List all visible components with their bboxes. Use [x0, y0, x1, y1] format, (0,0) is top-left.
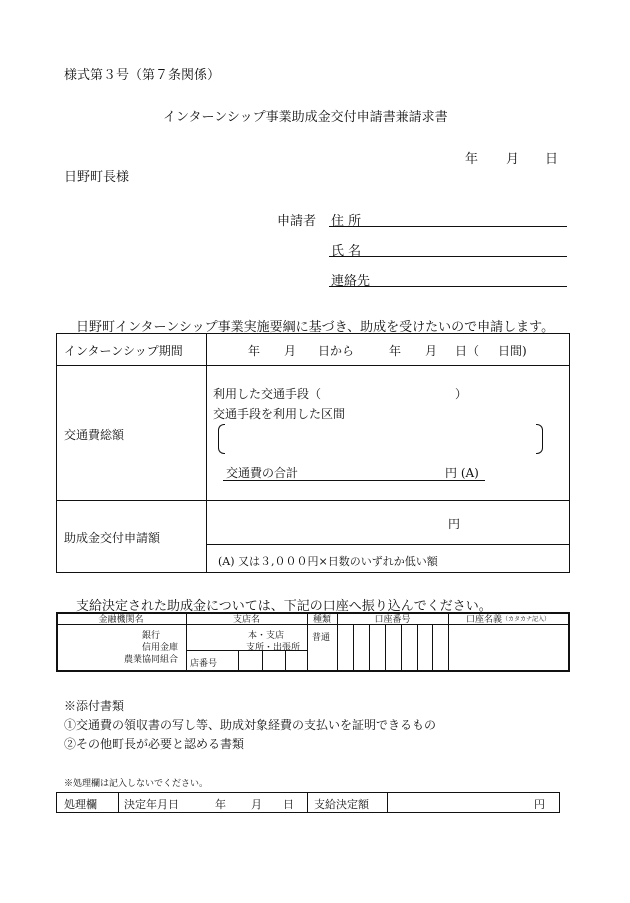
col-holder-label: 口座名義	[465, 615, 502, 625]
transport-total-label: 交通費の合計	[226, 466, 299, 480]
bracket-right-icon	[536, 424, 543, 454]
branch-number-divider	[285, 650, 286, 672]
col-type: 種類	[312, 615, 331, 625]
row-divider	[56, 500, 570, 501]
account-digit-divider	[401, 624, 402, 672]
inst-bank: 銀行	[142, 631, 161, 641]
page-title: インターンシップ事業助成金交付申請書兼請求書	[163, 110, 448, 125]
account-digit-divider	[369, 624, 370, 672]
processing-label: 処理欄	[64, 798, 97, 811]
row-divider	[206, 544, 570, 545]
processing-note: ※処理欄は記入しないでください。	[64, 779, 209, 789]
col-institution: 金融機関名	[98, 615, 144, 625]
col-account: 口座番号	[374, 615, 411, 625]
date-day: 日	[545, 152, 559, 167]
account-digit-divider	[353, 624, 354, 672]
row-divider	[56, 365, 570, 366]
attachment-item-2: ②その他町長が必要と認める書類	[64, 737, 245, 751]
form-number: 様式第３号（第７条関係）	[64, 68, 221, 83]
period-month-2: 月	[425, 344, 438, 358]
period-year-1: 年	[248, 344, 261, 358]
decision-year: 年	[215, 798, 226, 811]
branch-number-divider	[262, 650, 263, 672]
intro-text: 日野町インターンシップ事業実施要綱に基づき、助成を受けたいので申請します。	[76, 320, 555, 335]
period-year-2: 年	[389, 344, 402, 358]
decision-date-label: 決定年月日	[124, 798, 179, 811]
period-days: 日間)	[498, 344, 527, 358]
transport-total-field[interactable]	[223, 480, 485, 481]
applicant-label: 申請者	[277, 214, 317, 229]
attachments-heading: ※添付書類	[64, 699, 125, 713]
transport-means-close: ）	[455, 387, 468, 401]
date-year: 年	[465, 152, 479, 167]
grant-unit: 円	[448, 517, 461, 531]
name-label: 氏 名	[331, 244, 362, 259]
table-divider	[206, 333, 207, 573]
bracket-left-icon	[218, 424, 225, 454]
amount-unit: 円	[534, 798, 545, 811]
address-field[interactable]	[329, 226, 567, 227]
transport-means: 利用した交通手段（	[213, 387, 322, 401]
contact-label: 連絡先	[331, 274, 371, 289]
account-digit-divider	[385, 624, 386, 672]
processing-divider	[387, 792, 388, 813]
attachment-item-1: ①交通費の領収書の写し等、助成対象経費の支払いを証明できるもの	[64, 718, 437, 732]
period-day-1: 日から	[318, 344, 355, 358]
account-digit-divider	[417, 624, 418, 672]
account-type: 普通	[312, 633, 331, 643]
processing-divider	[118, 792, 119, 813]
inst-shinkin: 信用金庫	[142, 643, 179, 653]
contact-field[interactable]	[329, 286, 567, 287]
branch-number-divider	[238, 650, 239, 672]
transport-section: 交通手段を利用した区間	[213, 407, 346, 421]
period-label: インターンシップ期間	[64, 344, 183, 358]
col-holder	[448, 613, 568, 624]
inst-noukyou: 農業協同組合	[124, 655, 179, 665]
addressee: 日野町長様	[64, 170, 130, 185]
amount-label: 支給決定額	[314, 798, 369, 811]
bank-intro: 支給決定された助成金については、下記の口座へ振り込んでください。	[76, 599, 492, 614]
grant-label: 助成金交付申請額	[64, 531, 161, 545]
branch-office: 支所・出張所	[246, 643, 301, 653]
decision-month: 月	[251, 798, 262, 811]
account-digit-divider	[432, 624, 433, 672]
name-field[interactable]	[329, 256, 567, 257]
col-branch: 支店名	[232, 615, 260, 625]
grant-note: (A) 又は３,０００円×日数のいずれか低い額	[218, 555, 438, 568]
date-month: 月	[506, 152, 520, 167]
col-holder-note: （カタカナ記入）	[502, 616, 551, 623]
processing-divider	[307, 792, 308, 813]
transport-total-unit: 円 (A)	[445, 466, 479, 480]
period-month-1: 月	[284, 344, 297, 358]
branch-number-label: 店番号	[190, 659, 218, 669]
transport-label: 交通費総額	[64, 428, 125, 442]
period-day-2: 日（	[455, 344, 480, 358]
branch-main: 本・支店	[248, 631, 285, 641]
decision-day: 日	[283, 798, 294, 811]
address-label: 住 所	[331, 214, 362, 229]
